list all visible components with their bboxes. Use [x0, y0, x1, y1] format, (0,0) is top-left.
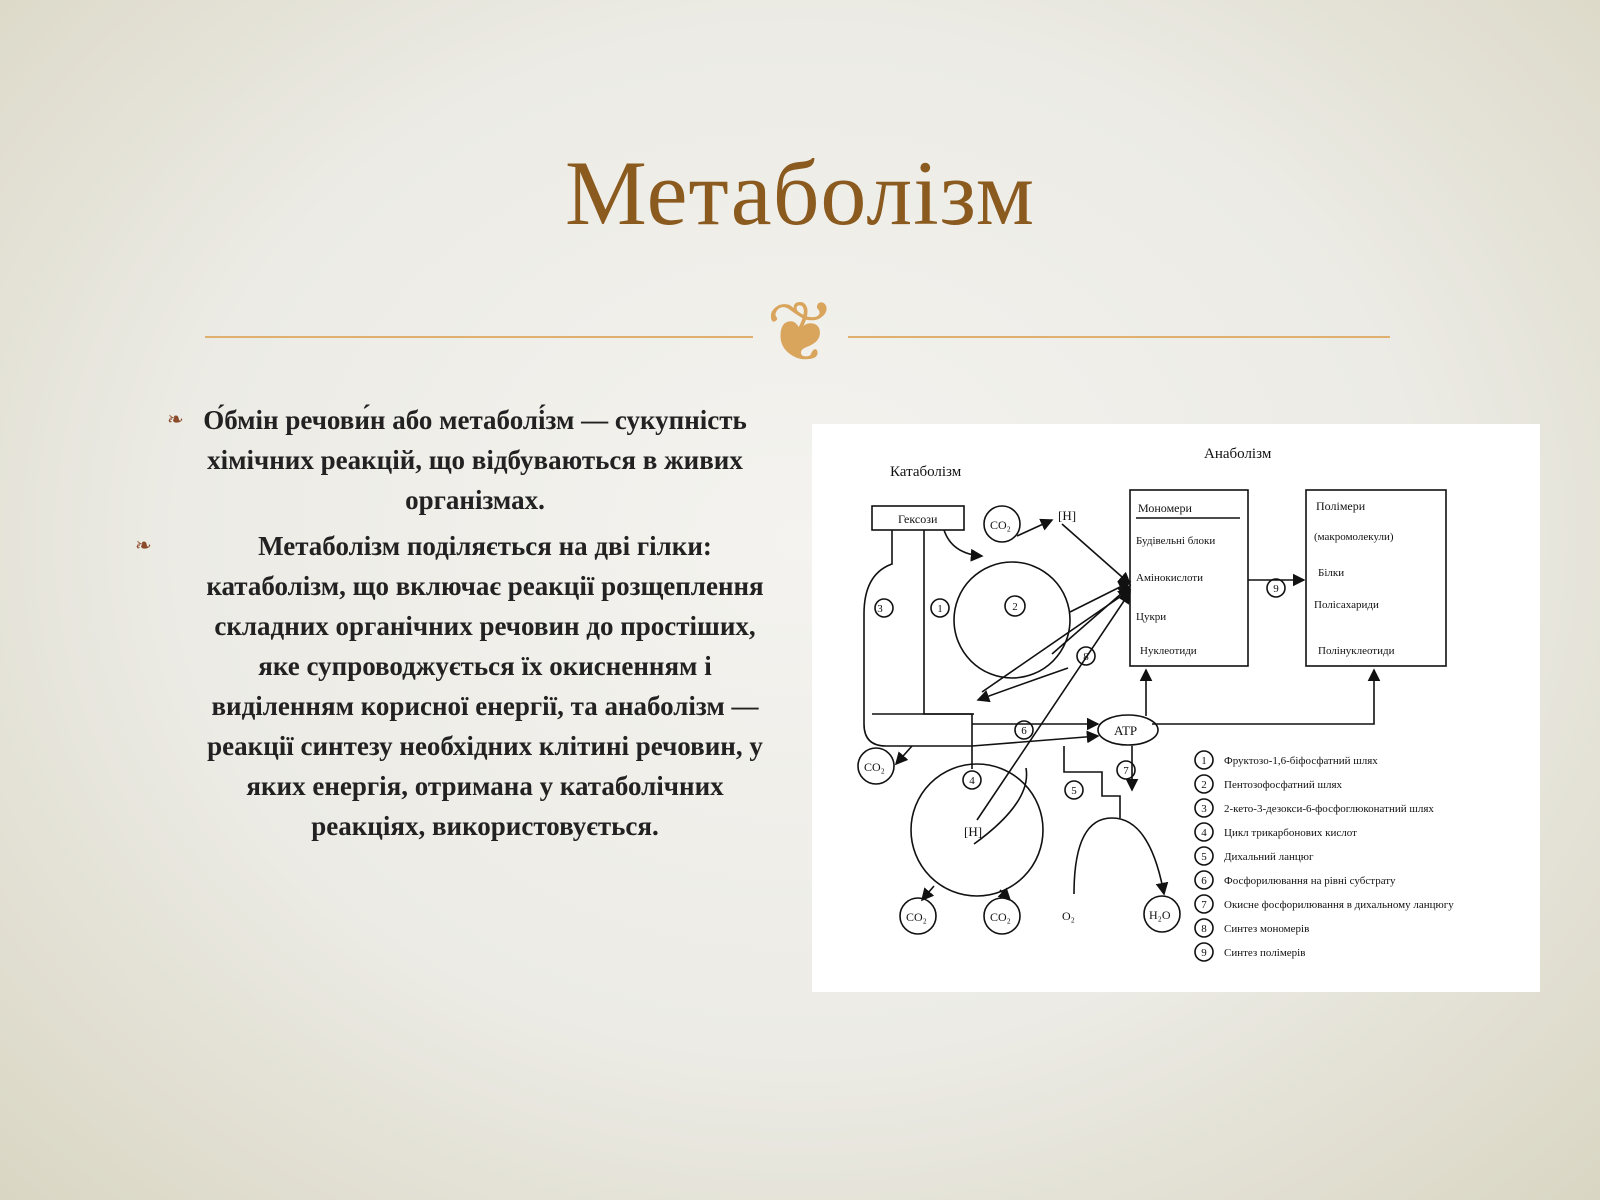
- bullet-item: [135, 400, 775, 520]
- diagram-shape: [1062, 524, 1130, 584]
- monomers-item: Будівельні блоки: [1136, 535, 1216, 547]
- pentose-cycle-circle: [954, 562, 1070, 678]
- legend-number: 8: [1201, 923, 1207, 935]
- diagram-legend: [1201, 755, 1454, 959]
- diagram-shape: [1074, 818, 1112, 894]
- diagram-shape: [1017, 520, 1052, 536]
- diagram-shape: [1112, 818, 1164, 894]
- legend-number: 9: [1201, 947, 1207, 959]
- legend-label: Фруктозо-1,6-біфосфатний шлях: [1224, 755, 1378, 767]
- diagram-shape: [944, 530, 982, 556]
- bullet-text: О́бмін речови́н або метаболі́зм — сукупність хімічних реакцій, що відбуваються в живих організмах.: [203, 405, 747, 515]
- legend-label: Пентозофосфатний шлях: [1224, 779, 1343, 791]
- polymers-item: Полінуклеотиди: [1318, 645, 1395, 657]
- h2o-label: H₂O: [1149, 908, 1171, 922]
- bullet-text: Метаболізм поділяється на дві гілки: катаболізм, що включає реакції розщеплення складних органічних речовин до простіших, яке супроводжується їх окисненням і виділенням корисної енергії, та анаболізм — реакції синтезу необхідних клітині речовин, у яких енергія, отримана у катаболічних реакціях, використовується.: [206, 531, 764, 841]
- co2-label: CO₂: [990, 910, 1011, 924]
- diagram-shape: [977, 592, 1130, 820]
- diagram-shape: [877, 583, 1279, 797]
- diagram-shape: [982, 590, 1130, 692]
- anabolism-heading: Анаболізм: [1204, 446, 1272, 462]
- monomers-item: Нуклеотиди: [1140, 645, 1197, 657]
- path-number: 8: [1083, 651, 1089, 663]
- diagram-shape: [1064, 746, 1120, 818]
- path-number: 6: [1021, 725, 1027, 737]
- metabolism-diagram-svg: [812, 424, 1540, 992]
- legend-label: Дихальний ланцюг: [1224, 851, 1314, 863]
- legend-label: Фосфорилювання на рівні субстрату: [1224, 875, 1396, 887]
- legend-number: 4: [1201, 827, 1207, 839]
- legend-label: Синтез мономерів: [1224, 923, 1310, 935]
- hexoses-label: Гексози: [898, 512, 938, 526]
- legend-number: 1: [1201, 755, 1207, 767]
- diagram-shape: [924, 530, 974, 714]
- o2-label: O₂: [1062, 909, 1075, 923]
- legend-label: Цикл трикарбонових кислот: [1224, 827, 1357, 839]
- monomers-item: Амінокислоти: [1136, 572, 1203, 584]
- title-divider-right: [848, 336, 1390, 338]
- legend-number: 7: [1201, 899, 1207, 911]
- diagram-shape: [1052, 586, 1130, 654]
- path-number: 3: [877, 603, 883, 615]
- legend-number: 2: [1201, 779, 1207, 791]
- diagram-shape: [1152, 670, 1374, 724]
- hydrogen-label: [H]: [964, 824, 983, 839]
- path-number: 5: [1071, 785, 1077, 797]
- bullet-item: [135, 526, 775, 846]
- path-number: 2: [1012, 601, 1018, 613]
- path-number: 9: [1273, 583, 1279, 595]
- polymers-item: Білки: [1318, 567, 1345, 579]
- diagram-shape: [972, 736, 1098, 746]
- diagram-shape: [922, 886, 934, 900]
- co2-label: CO₂: [990, 518, 1011, 532]
- diagram-shape: [896, 746, 912, 764]
- path-number: 7: [1123, 765, 1129, 777]
- diagram-shape: [872, 714, 972, 769]
- legend-label: Синтез полімерів: [1224, 947, 1306, 959]
- co2-label: CO₂: [864, 760, 885, 774]
- legend-label: 2-кето-3-дезокси-6-фосфоглюконатний шлях: [1224, 803, 1434, 815]
- path-number: 1: [937, 603, 943, 615]
- bullet-fleuron-icon: ❧: [135, 535, 152, 557]
- body-text: [135, 400, 775, 852]
- polymers-subtitle: (макромолекули): [1314, 531, 1394, 543]
- metabolism-diagram: [812, 424, 1540, 992]
- hydrogen-label: [H]: [1058, 508, 1077, 523]
- monomers-title: Мономери: [1138, 501, 1192, 515]
- title-divider-left: [205, 336, 753, 338]
- catabolism-heading: Катаболізм: [890, 464, 962, 480]
- co2-label: CO₂: [906, 910, 927, 924]
- path-number: 4: [969, 775, 975, 787]
- polymers-item: Полісахариди: [1314, 599, 1379, 611]
- diagram-shape: [858, 490, 1446, 961]
- diagram-shape: [978, 668, 1068, 700]
- legend-number: 3: [1201, 803, 1207, 815]
- legend-number: 6: [1201, 875, 1207, 887]
- atp-label: ATP: [1114, 723, 1138, 738]
- bullet-fleuron-icon: ❧: [167, 409, 184, 431]
- monomers-item: Цукри: [1136, 611, 1167, 623]
- slide-title: Метаболізм: [565, 142, 1035, 244]
- legend-number: 5: [1201, 851, 1207, 863]
- legend-label: Окисне фосфорилювання в дихальному ланцюгу: [1224, 899, 1454, 911]
- polymers-title: Полімери: [1316, 499, 1366, 513]
- fleuron-ornament-icon: ❦: [765, 283, 837, 381]
